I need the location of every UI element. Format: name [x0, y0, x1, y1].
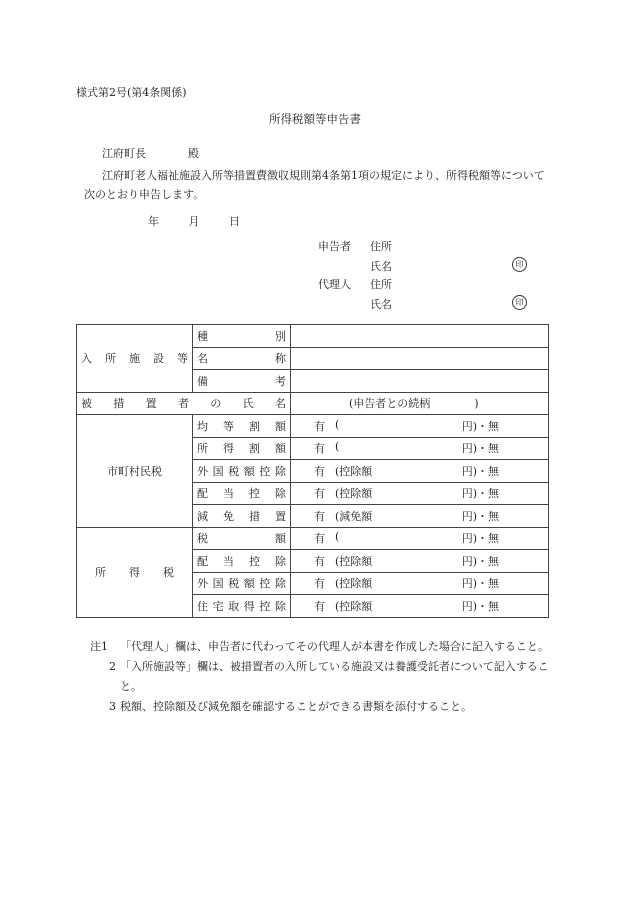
- person-name-field[interactable]: [291, 392, 549, 415]
- income-tax-group-label: 所 得 税: [77, 527, 193, 617]
- municipal-tax-group-label: 市町村民税: [77, 415, 193, 528]
- addressee-suffix: 殿: [188, 147, 199, 160]
- facility-name-field[interactable]: [291, 347, 549, 370]
- table-row: [77, 325, 549, 348]
- agent-seal-icon: 印: [512, 295, 527, 310]
- municipal-row-value[interactable]: 有 (減免額 円)・無: [291, 505, 549, 528]
- person-name-label: 被 措 置 者 の 氏 名: [77, 392, 291, 415]
- municipal-row-value[interactable]: 有 ( 円)・無: [291, 437, 549, 460]
- facility-type-label: 種 別: [193, 325, 291, 348]
- income-row-value[interactable]: 有 (控除額 円)・無: [291, 572, 549, 595]
- addressee: [102, 145, 199, 161]
- income-row-value[interactable]: 有 (控除額 円)・無: [291, 595, 549, 618]
- municipal-row-label: 配 当 控 除: [193, 482, 291, 505]
- note-item: 注1 「代理人」欄は、申告者に代わってその代理人が本書を作成した場合に記入すること。: [90, 640, 549, 653]
- date-day: 日: [229, 215, 240, 228]
- table-row: [77, 392, 549, 415]
- income-row-value[interactable]: 有 (控除額 円)・無: [291, 550, 549, 573]
- facility-notes-label: 備 考: [193, 370, 291, 393]
- page-title: 所得税額等申告書: [269, 112, 361, 126]
- facility-group-label: 入 所 施 設 等: [77, 325, 193, 393]
- municipal-row-value[interactable]: 有 (控除額 円)・無: [291, 482, 549, 505]
- applicant-address-row: [318, 238, 392, 254]
- applicant-name-label: 氏名: [370, 260, 392, 273]
- agent-name-row: [318, 296, 392, 312]
- relationship-text: (申告者との続柄 ): [349, 397, 479, 411]
- note-item: 2 「入所施設等」欄は、被措置者の入所している施設又は養護受託者について記入すること。: [109, 660, 549, 693]
- table-row: [77, 527, 549, 550]
- facility-type-field[interactable]: [291, 325, 549, 348]
- applicant-seal-icon: 印: [512, 257, 527, 272]
- applicant-name-row: [318, 258, 392, 274]
- agent-name-label: 氏名: [370, 298, 392, 311]
- income-row-label: 配 当 控 除: [193, 550, 291, 573]
- applicant-address-label: 住所: [370, 240, 392, 253]
- facility-name-label: 名 称: [193, 347, 291, 370]
- agent-label: 代理人: [318, 278, 351, 291]
- date-year: 年: [148, 215, 159, 228]
- date-line: [148, 213, 266, 229]
- agent-address-label: 住所: [370, 278, 392, 291]
- income-row-label: 住 宅 取 得 控 除: [193, 595, 291, 618]
- declaration-table: [76, 324, 549, 618]
- body-text: 江府町老人福祉施設入所等措置費徴収規則第4条第1項の規定により、所得税額等について次のとおり申告します。: [84, 169, 545, 201]
- municipal-row-label: 均 等 割 額: [193, 415, 291, 438]
- table-row: [77, 415, 549, 438]
- facility-notes-field[interactable]: [291, 370, 549, 393]
- income-row-label: 外 国 税 額 控 除: [193, 572, 291, 595]
- income-row-label: 税 額: [193, 527, 291, 550]
- addressee-name: 江府町長: [102, 147, 146, 160]
- income-row-value[interactable]: 有 ( 円)・無: [291, 527, 549, 550]
- form-number: 様式第2号(第4条関係): [76, 86, 187, 99]
- applicant-label: 申告者: [318, 240, 351, 253]
- date-month: 月: [188, 215, 200, 228]
- municipal-row-label: 外 国 税 額 控 除: [193, 460, 291, 483]
- note-item: 3 税額、控除額及び減免額を確認することができる書類を添付すること。: [109, 700, 472, 713]
- municipal-row-value[interactable]: 有 (控除額 円)・無: [291, 460, 549, 483]
- municipal-row-label: 所 得 割 額: [193, 437, 291, 460]
- municipal-row-label: 減 免 措 置: [193, 505, 291, 528]
- municipal-row-value[interactable]: 有 ( 円)・無: [291, 415, 549, 438]
- agent-address-row: [318, 276, 392, 292]
- notes: [84, 637, 554, 717]
